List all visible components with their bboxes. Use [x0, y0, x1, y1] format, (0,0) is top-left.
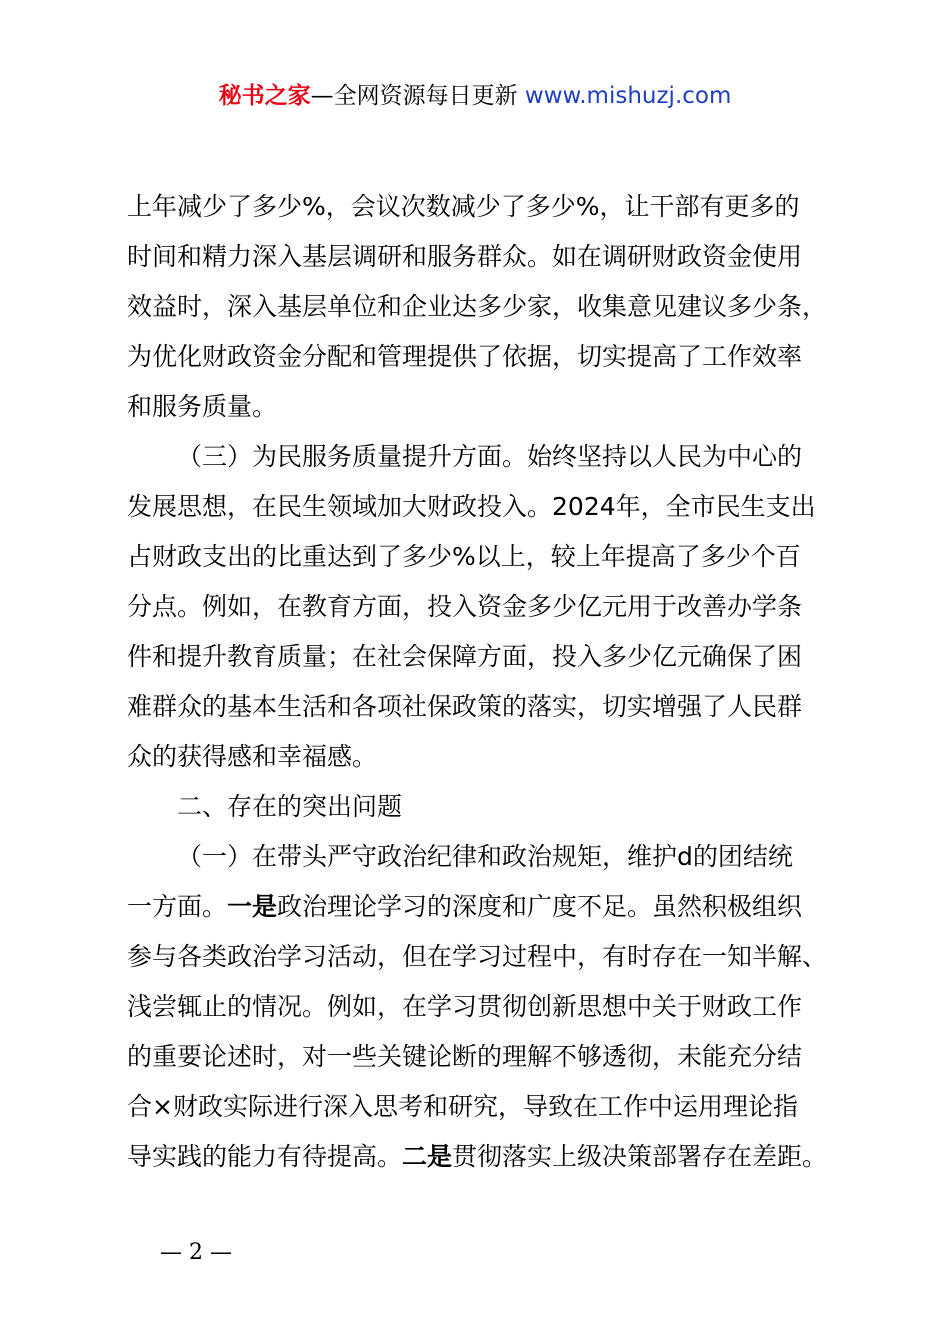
text-line: 占财政支出的比重达到了多少%以上，较上年提高了多少个百	[127, 542, 801, 571]
text-line	[127, 882, 837, 932]
text-line: 和服务质量。	[127, 392, 278, 421]
page-number: — 2 —	[160, 1240, 232, 1265]
text-segment: 贯彻落实上级决策部署存在差距。	[452, 1142, 828, 1171]
section-title-problems: 二、存在的突出问题	[177, 792, 403, 821]
point-marker-1: 一是	[227, 892, 278, 921]
document-body	[127, 182, 837, 1182]
text-line: 时间和精力深入基层调研和服务群众。如在调研财政资金使用	[127, 242, 803, 271]
text-line: 的重要论述时，对一些关键论断的理解不够透彻，未能充分结	[127, 1042, 803, 1071]
text-line: 难群众的基本生活和各项社保政策的落实，切实增强了人民群	[127, 692, 803, 721]
text-line: 分点。例如，在教育方面，投入资金多少亿元用于改善办学条	[127, 592, 803, 621]
text-line: 浅尝辄止的情况。例如，在学习贯彻创新思想中关于财政工作	[127, 992, 803, 1021]
site-header	[0, 80, 950, 112]
text-line: 为优化财政资金分配和管理提供了依据，切实提高了工作效率	[127, 342, 803, 371]
text-line: 合×财政实际进行深入思考和研究，导致在工作中运用理论指	[127, 1092, 798, 1121]
brand-name: 秘书之家	[218, 83, 311, 109]
text-segment: 一方面。	[127, 892, 228, 921]
text-line: 上年减少了多少%，会议次数减少了多少%，让干部有更多的	[127, 192, 800, 221]
text-line: 参与各类政治学习活动，但在学习过程中，有时存在一知半解、	[127, 942, 828, 971]
subsection-heading-1: （一）在带头严守政治纪律和政治规矩，维护d的团结统	[177, 842, 793, 871]
text-line: 效益时，深入基层单位和企业达多少家，收集意见建议多少条，	[127, 292, 828, 321]
text-segment: 政治理论学习的深度和广度不足。虽然积极组织	[277, 892, 803, 921]
text-line: 众的获得感和幸福感。	[127, 742, 378, 771]
text-line: 发展思想，在民生领域加大财政投入。2024年，全市民生支出	[127, 492, 816, 521]
text-segment: 导实践的能力有待提高。	[127, 1142, 403, 1171]
point-marker-2: 二是	[402, 1142, 453, 1171]
header-tagline: —全网资源每日更新	[310, 83, 525, 109]
text-line: 件和提升教育质量；在社会保障方面，投入多少亿元确保了困	[127, 642, 803, 671]
text-line	[127, 1132, 837, 1182]
site-url-link[interactable]: www.mishuzj.com	[524, 83, 732, 109]
section-heading-3: （三）为民服务质量提升方面。始终坚持以人民为中心的	[177, 442, 803, 471]
